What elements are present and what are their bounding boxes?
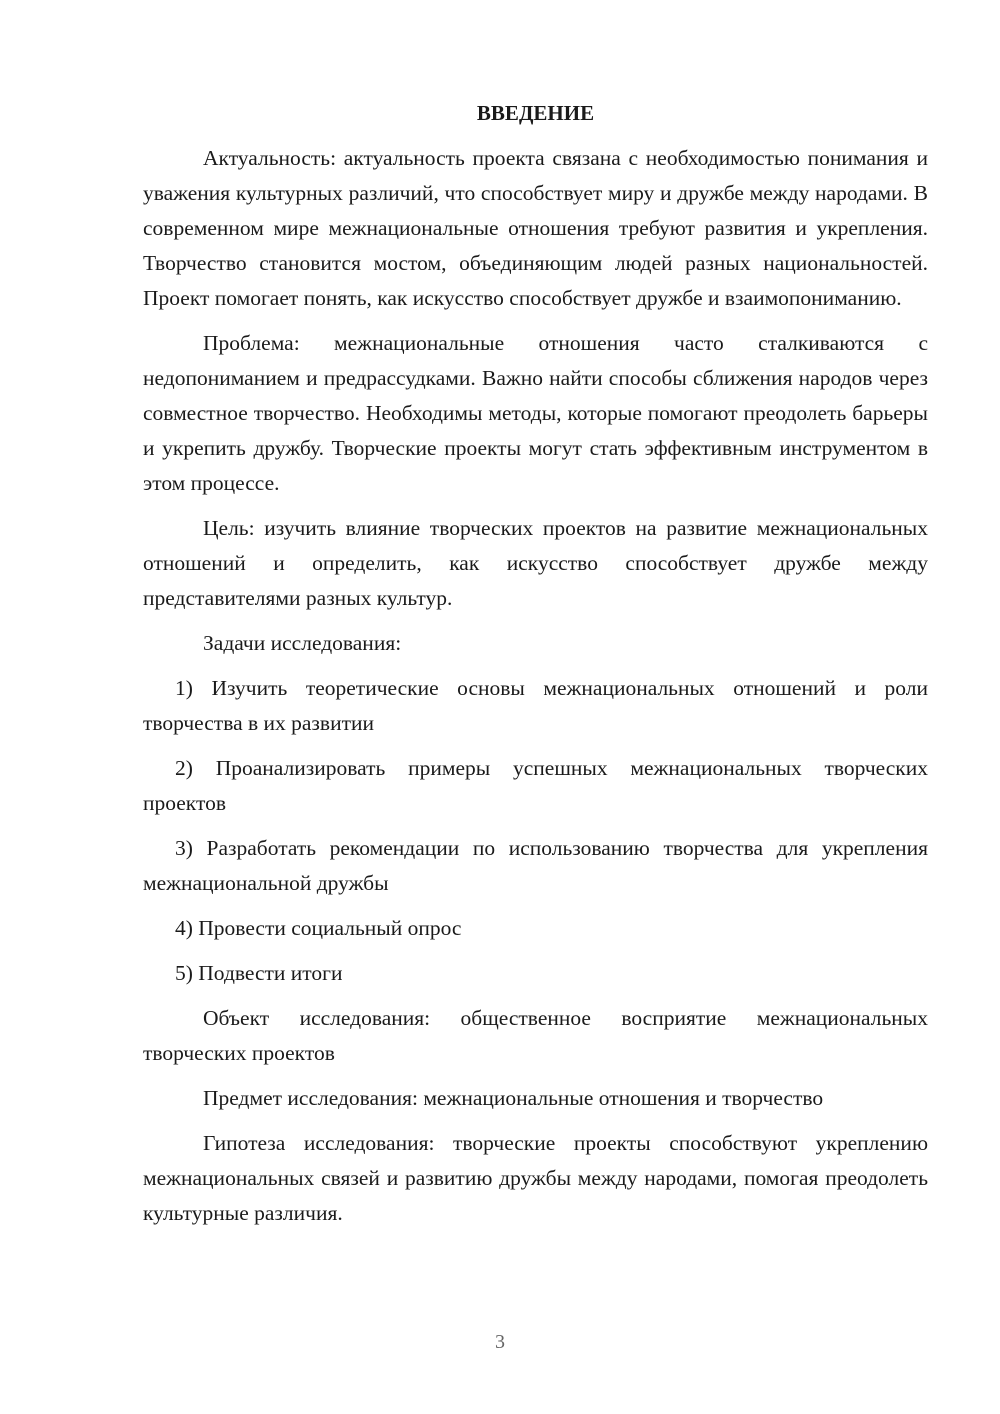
- object-paragraph: Объект исследования: общественное восприятие межнациональных творческих проектов: [143, 1006, 928, 1065]
- tasks-heading: Задачи исследования:: [203, 631, 402, 655]
- relevance-paragraph: Актуальность: актуальность проекта связана с необходимостью понимания и уважения культурных различий, что способствует миру и дружбе между народами. В современном мире межнациональные отношения требуют развития и укрепления. Творчество становится мостом, объединяющим людей разных национальностей. Проект помогает понять, как искусство способствует дружбе и взаимопониманию.: [143, 146, 928, 310]
- document-page: [143, 96, 928, 1241]
- subject-paragraph: Предмет исследования: межнациональные отношения и творчество: [203, 1086, 824, 1110]
- page-number: 3: [495, 1331, 505, 1353]
- task-item-5: 5) Подвести итоги: [175, 961, 343, 985]
- task-item-2: 2) Проанализировать примеры успешных межнациональных творческих проектов: [143, 756, 928, 815]
- task-item-4: 4) Провести социальный опрос: [175, 916, 462, 940]
- hypothesis-paragraph: Гипотеза исследования: творческие проекты способствуют укреплению межнациональных связей и развитию дружбы между народами, помогая преодолеть культурные различия.: [143, 1131, 928, 1225]
- task-item-1: 1) Изучить теоретические основы межнациональных отношений и роли творчества в их развитии: [143, 676, 928, 735]
- goal-paragraph: Цель: изучить влияние творческих проектов на развитие межнациональных отношений и определить, как искусство способствует дружбе между представителями разных культур.: [143, 516, 928, 610]
- page-title: ВВЕДЕНИЕ: [476, 101, 595, 125]
- problem-paragraph: Проблема: межнациональные отношения часто сталкиваются с недопониманием и предрассудками. Важно найти способы сближения народов через совместное творчество. Необходимы методы, которые помогают преодолеть барьеры и укрепить дружбу. Творческие проекты могут стать эффективным инструментом в этом процессе.: [143, 331, 928, 495]
- task-item-3: 3) Разработать рекомендации по использованию творчества для укрепления межнациональной дружбы: [143, 836, 928, 895]
